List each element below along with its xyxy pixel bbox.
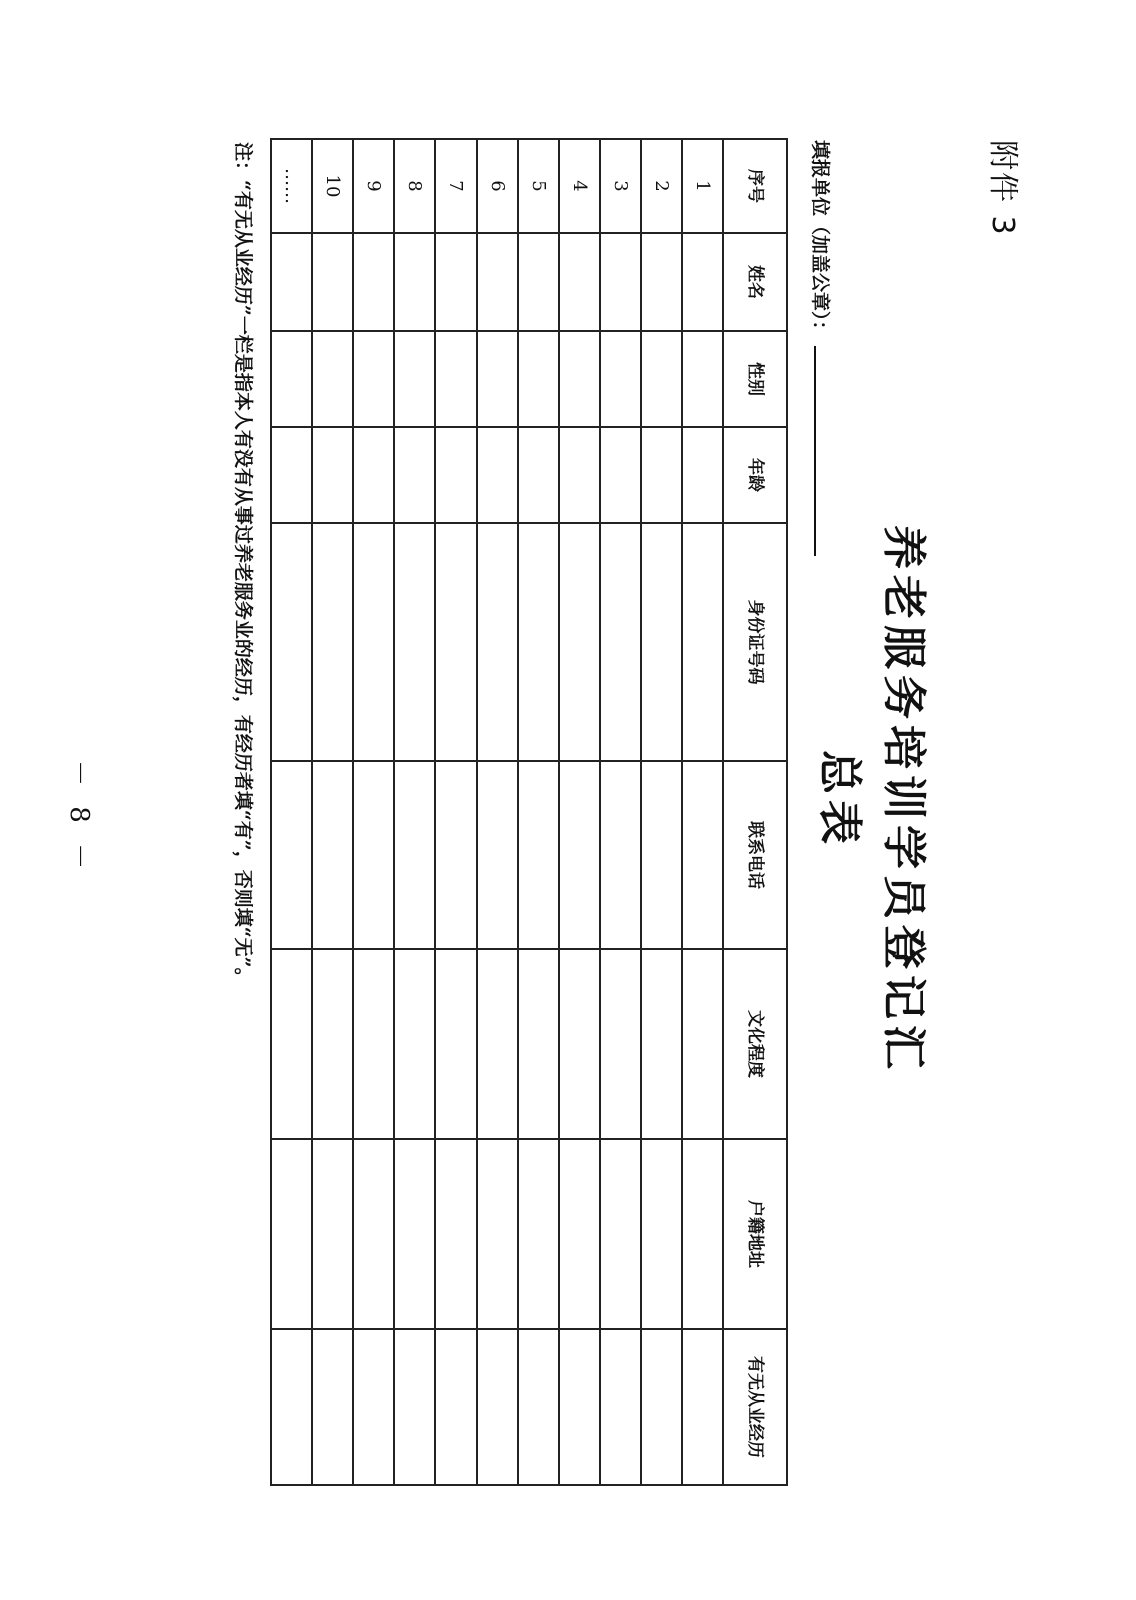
blank-cell: [641, 949, 682, 1139]
blank-cell: [600, 233, 641, 331]
blank-cell: [271, 427, 312, 523]
blank-cell: [435, 331, 476, 427]
table-row: [312, 139, 353, 1485]
blank-cell: [312, 427, 353, 523]
blank-cell: [271, 1329, 312, 1485]
blank-cell: [312, 949, 353, 1139]
row-index-cell: 5: [518, 139, 559, 233]
blank-cell: [477, 427, 518, 523]
blank-cell: [394, 523, 435, 761]
row-index-cell: 1: [682, 139, 723, 233]
blank-cell: [518, 761, 559, 949]
registration-table: [270, 138, 788, 1486]
table-row: [477, 139, 518, 1485]
blank-cell: [435, 1329, 476, 1485]
table-row: [682, 139, 723, 1485]
blank-cell: [477, 331, 518, 427]
blank-cell: [518, 331, 559, 427]
document-title: 养老服务培训学员登记汇总表: [814, 525, 929, 1075]
header-cell: 身份证号码: [723, 523, 787, 761]
footnote: 注：“有无从业经历”一栏是指本人有没有从事过养老服务业的经历，有经历者填“有”，否则填“无”。: [232, 142, 254, 987]
blank-cell: [682, 233, 723, 331]
row-index-cell: 7: [435, 139, 476, 233]
header-cell: 性别: [723, 331, 787, 427]
row-index-cell: 6: [477, 139, 518, 233]
table-row: [641, 139, 682, 1485]
header-cell: 有无从业经历: [723, 1329, 787, 1485]
blank-cell: [394, 233, 435, 331]
blank-cell: [312, 523, 353, 761]
blank-cell: [271, 761, 312, 949]
blank-cell: [353, 761, 394, 949]
blank-cell: [353, 1329, 394, 1485]
blank-cell: [353, 233, 394, 331]
blank-cell: [271, 233, 312, 331]
blank-cell: [394, 331, 435, 427]
blank-cell: [600, 1139, 641, 1329]
blank-cell: [682, 331, 723, 427]
blank-cell: [600, 1329, 641, 1485]
blank-cell: [559, 427, 600, 523]
blank-cell: [641, 1139, 682, 1329]
header-cell: 姓名: [723, 233, 787, 331]
blank-cell: [518, 523, 559, 761]
header-cell: 户籍地址: [723, 1139, 787, 1329]
table-row: [353, 139, 394, 1485]
blank-cell: [271, 331, 312, 427]
blank-cell: [477, 761, 518, 949]
blank-cell: [682, 1139, 723, 1329]
blank-cell: [435, 523, 476, 761]
blank-cell: [271, 523, 312, 761]
blank-cell: [394, 1139, 435, 1329]
blank-cell: [394, 427, 435, 523]
blank-cell: [312, 331, 353, 427]
blank-cell: [682, 949, 723, 1139]
table-header-row: [723, 139, 787, 1485]
blank-cell: [353, 949, 394, 1139]
blank-cell: [518, 427, 559, 523]
blank-cell: [435, 233, 476, 331]
blank-cell: [518, 233, 559, 331]
table-row: [559, 139, 600, 1485]
header-cell: 年龄: [723, 427, 787, 523]
header-cell: 序号: [723, 139, 787, 233]
blank-cell: [559, 233, 600, 331]
blank-cell: [477, 949, 518, 1139]
header-cell: 文化程度: [723, 949, 787, 1139]
filler-unit-blank-line: [814, 346, 836, 556]
blank-cell: [641, 523, 682, 761]
blank-cell: [600, 949, 641, 1139]
blank-cell: [559, 949, 600, 1139]
blank-cell: [312, 1139, 353, 1329]
blank-cell: [600, 331, 641, 427]
blank-cell: [477, 1139, 518, 1329]
blank-cell: [435, 427, 476, 523]
header-cell: 联系电话: [723, 761, 787, 949]
blank-cell: [600, 761, 641, 949]
blank-cell: [641, 331, 682, 427]
blank-cell: [600, 427, 641, 523]
filler-unit-label: 填报单位（加盖公章）：: [809, 140, 831, 340]
blank-cell: [559, 523, 600, 761]
blank-cell: [435, 949, 476, 1139]
row-index-cell: 4: [559, 139, 600, 233]
blank-cell: [559, 761, 600, 949]
attachment-label: 附件 3: [985, 140, 1020, 237]
blank-cell: [271, 1139, 312, 1329]
blank-cell: [312, 233, 353, 331]
blank-cell: [394, 1329, 435, 1485]
blank-cell: [477, 1329, 518, 1485]
blank-cell: [682, 1329, 723, 1485]
row-index-cell: ……: [271, 139, 312, 233]
blank-cell: [353, 1139, 394, 1329]
blank-cell: [600, 523, 641, 761]
table-row: [271, 139, 312, 1485]
blank-cell: [559, 331, 600, 427]
blank-cell: [518, 949, 559, 1139]
row-index-cell: 8: [394, 139, 435, 233]
row-index-cell: 2: [641, 139, 682, 233]
blank-cell: [353, 523, 394, 761]
row-index-cell: 9: [353, 139, 394, 233]
blank-cell: [312, 1329, 353, 1485]
blank-cell: [682, 427, 723, 523]
table-body: [271, 139, 723, 1485]
blank-cell: [477, 233, 518, 331]
row-index-cell: 3: [600, 139, 641, 233]
blank-cell: [641, 233, 682, 331]
blank-cell: [394, 949, 435, 1139]
blank-cell: [641, 761, 682, 949]
blank-cell: [518, 1329, 559, 1485]
table-row: [518, 139, 559, 1485]
blank-cell: [353, 331, 394, 427]
page-number: － 8 －: [64, 760, 94, 876]
blank-cell: [394, 761, 435, 949]
blank-cell: [559, 1139, 600, 1329]
table-row: [600, 139, 641, 1485]
blank-cell: [435, 1139, 476, 1329]
blank-cell: [641, 1329, 682, 1485]
blank-cell: [559, 1329, 600, 1485]
blank-cell: [353, 427, 394, 523]
blank-cell: [682, 523, 723, 761]
table-row: [435, 139, 476, 1485]
blank-cell: [312, 761, 353, 949]
blank-cell: [271, 949, 312, 1139]
filler-unit-row: [808, 140, 836, 556]
blank-cell: [518, 1139, 559, 1329]
table-row: [394, 139, 435, 1485]
blank-cell: [477, 523, 518, 761]
blank-cell: [641, 427, 682, 523]
blank-cell: [682, 761, 723, 949]
blank-cell: [435, 761, 476, 949]
row-index-cell: 10: [312, 139, 353, 233]
